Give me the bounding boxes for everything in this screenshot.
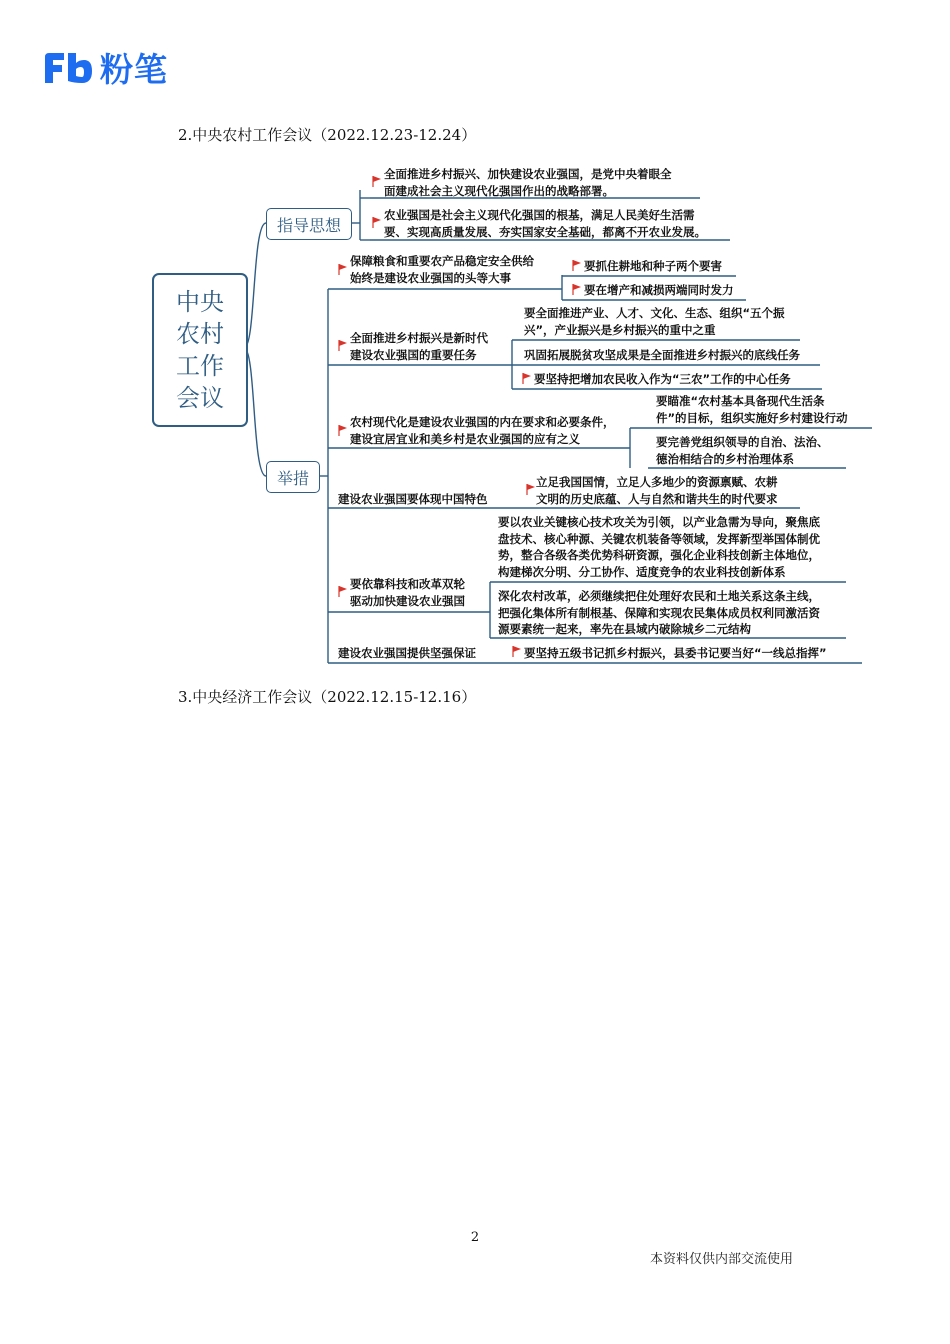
measure-sub: 立足我国国情，立足人多地少的资源禀赋、农耕 文明的历史底蕴、人与自然和谐共生的时代要求 bbox=[536, 475, 778, 506]
measure-sub: 要抓住耕地和种子两个要害 bbox=[584, 259, 722, 273]
measure-sub: 要全面推进产业、人才、文化、生态、组织“五个振 兴”，产业振兴是乡村振兴的重中之重 bbox=[524, 306, 785, 337]
flag-icon bbox=[338, 264, 347, 275]
branch-guiding: 指导思想 bbox=[266, 208, 352, 240]
measure-sub: 要在增产和减损两端同时发力 bbox=[584, 283, 734, 297]
flag-icon bbox=[522, 373, 531, 384]
flag-icon bbox=[526, 484, 535, 495]
flag-icon bbox=[338, 586, 347, 597]
measure-label: 建设农业强国提供坚强保证 bbox=[338, 646, 476, 660]
measure-sub: 要坚持五级书记抓乡村振兴，县委书记要当好“一线总指挥” bbox=[524, 646, 827, 660]
flag-icon bbox=[338, 425, 347, 436]
mindmap-root bbox=[152, 273, 248, 427]
flag-icon bbox=[372, 176, 381, 187]
flag-icon bbox=[512, 646, 521, 657]
flag-icon bbox=[572, 260, 581, 271]
measure-label: 农村现代化是建设农业强国的内在要求和必要条件， 建设宜居宜业和美乡村是农业强国的应有之义 bbox=[350, 415, 615, 446]
page-number: 2 bbox=[470, 1230, 480, 1245]
section-heading-2: 2.中央农村工作会议（2022.12.23-12.24） bbox=[178, 126, 477, 144]
measure-sub: 要瞄准“农村基本具备现代生活条 件”的目标，组织实施好乡村建设行动 bbox=[656, 394, 848, 425]
flag-icon bbox=[372, 217, 381, 228]
measure-label: 建设农业强国要体现中国特色 bbox=[338, 492, 488, 506]
flag-icon bbox=[338, 340, 347, 351]
measure-sub: 巩固拓展脱贫攻坚成果是全面推进乡村振兴的底线任务 bbox=[524, 348, 800, 362]
measure-label: 要依靠科技和改革双轮 驱动加快建设农业强国 bbox=[350, 577, 465, 608]
flag-icon bbox=[572, 284, 581, 295]
root-label: 中央 农村 工作 会议 bbox=[176, 288, 224, 412]
section-heading-3: 3.中央经济工作会议（2022.12.15-12.16） bbox=[178, 688, 477, 706]
measure-label: 保障粮食和重要农产品稳定安全供给 始终是建设农业强国的头等大事 bbox=[350, 254, 534, 285]
footer-note: 本资料仅供内部交流使用 bbox=[650, 1252, 794, 1267]
measure-sub: 要坚持把增加农民收入作为“三农”工作的中心任务 bbox=[534, 372, 791, 386]
measure-sub: 要以农业关键核心技术攻关为引领，以产业急需为导向，聚焦底 盘技术、核心种源、关键农机装备等领域，发挥新型举国体制优 势，整合各级各类优势科研资源，强化企业科技创新主体地位， 构建梯次分明、分工协作、适度竞争的农业科技创新体系 bbox=[498, 515, 820, 579]
guiding-item: 农业强国是社会主义现代化强国的根基，满足人民美好生活需 要、实现高质量发展、夯实国家安全基础，都离不开农业发展。 bbox=[384, 208, 706, 239]
measure-sub: 要完善党组织领导的自治、法治、 德治相结合的乡村治理体系 bbox=[656, 435, 829, 466]
logo-text: 粉笔 bbox=[100, 50, 168, 89]
guiding-item: 全面推进乡村振兴、加快建设农业强国，是党中央着眼全 面建成社会主义现代化强国作出的战略部署。 bbox=[384, 167, 672, 198]
branch-measures: 举措 bbox=[266, 461, 320, 493]
measure-label: 全面推进乡村振兴是新时代 建设农业强国的重要任务 bbox=[350, 331, 488, 362]
measure-sub: 深化农村改革，必须继续把住处理好农民和土地关系这条主线， 把强化集体所有制根基、保障和实现农民集体成员权利同激活资 源要素统一起来，率先在县域内破除城乡二元结构 bbox=[498, 589, 820, 636]
